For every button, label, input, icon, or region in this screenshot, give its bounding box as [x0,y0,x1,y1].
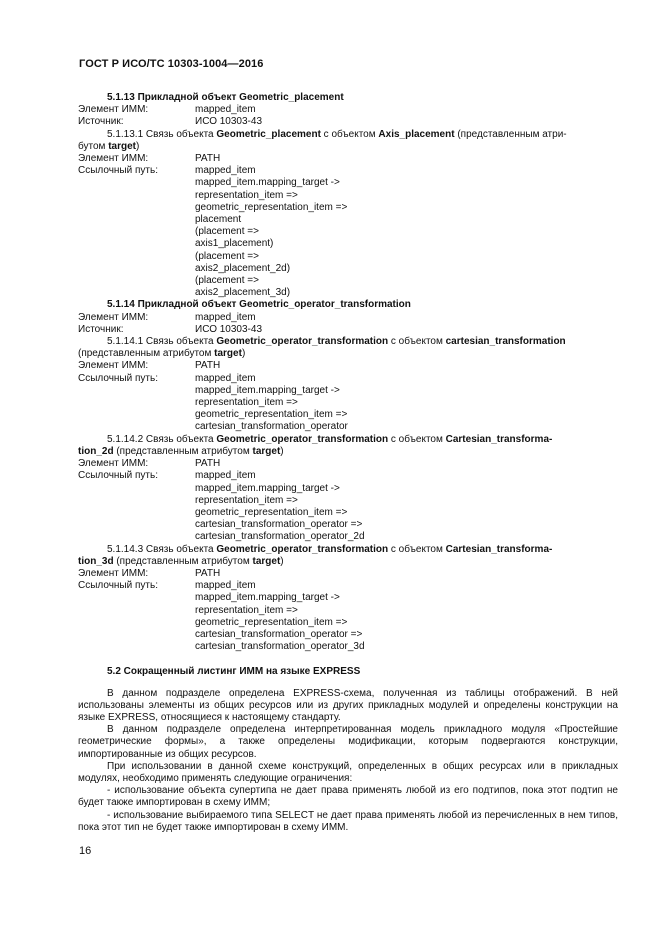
paragraph: В данном подразделе определена EXPRESS-схема, полученная из таблицы отображений. В ней использованы элементы из общих ресурсов или из других прикладных модулей и определены конструкции на языке EXPRESS, относящиеся к настоящему стандарту. [78,687,618,723]
aim-element-row [78,153,618,165]
subsection-5-1-13-1 [78,129,618,153]
section-title-5-1-14: 5.1.14 Прикладной объект Geometric_operator_transformation [107,299,411,311]
path-line: mapped_item [195,470,256,482]
aim-value: PATH [195,567,221,579]
subsection-5-1-14-2 [78,434,618,458]
path-line: representation_item => [195,604,298,616]
aim-value: mapped_item [195,311,256,323]
reference-path-row [78,470,618,482]
path-line: cartesian_transformation_operator [195,421,348,433]
aim-element-row [78,458,618,470]
paragraph-line: 5.1.14.3 Связь объекта Geometric_operator_transformation с объектом Cartesian_transforma- [107,543,553,555]
path-line: geometric_representation_item => [195,616,348,628]
path-line: mapped_item [195,580,256,592]
aim-element-row [78,104,618,116]
aim-label: Элемент ИММ: [78,567,149,579]
document-body [78,92,618,834]
path-line: geometric_representation_item => [195,409,348,421]
paragraph-line: 5.1.14.1 Связь объекта Geometric_operator_transformation с объектом cartesian_transformation [107,336,566,348]
reference-path-row [78,580,618,592]
aim-value: mapped_item [195,104,256,116]
reference-path-label: Ссылочный путь: [78,470,158,482]
source-row [78,116,618,128]
document-header: ГОСТ Р ИСО/ТС 10303-1004—2016 [79,58,264,70]
aim-label: Элемент ИММ: [78,311,149,323]
path-line: representation_item => [195,494,298,506]
source-label: Источник: [78,323,124,335]
aim-element-row [78,568,618,580]
reference-path-label: Ссылочный путь: [78,580,158,592]
path-line: mapped_item.mapping_target -> [195,482,340,494]
path-line: geometric_representation_item => [195,201,348,213]
paragraph-line: 5.1.14.2 Связь объекта Geometric_operator_transformation с объектом Cartesian_transforma- [107,433,553,445]
subsection-5-1-14-3 [78,544,618,568]
source-value: ИСО 10303-43 [195,323,263,335]
reference-path-label: Ссылочный путь: [78,372,158,384]
aim-label: Элемент ИММ: [78,360,149,372]
path-line: geometric_representation_item => [195,506,348,518]
reference-path-label: Ссылочный путь: [78,165,158,177]
aim-value: PATH [195,458,221,470]
path-line: axis2_placement_2d) [195,262,291,274]
path-line: mapped_item [195,372,256,384]
paragraph-line: (представленным атрибутом target) [78,348,246,360]
path-line: placement [195,214,242,226]
reference-path-row [78,373,618,385]
aim-value: PATH [195,153,221,165]
path-line: cartesian_transformation_operator_2d [195,531,365,543]
path-line: (placement => [195,275,259,287]
paragraph-line: 5.1.13.1 Связь объекта Geometric_placement с объектом Axis_placement (представленным атри- [107,128,567,140]
path-line: (placement => [195,250,259,262]
path-line: axis2_placement_3d) [195,287,291,299]
path-line: cartesian_transformation_operator_3d [195,641,365,653]
aim-label: Элемент ИММ: [78,458,149,470]
paragraph-line: бутом target) [78,140,140,152]
paragraph: В данном подразделе определена интерпретированная модель прикладного модуля «Простейшие геометрические формы», а также определены модификации, которым подвергаются конструкции, импортированные из общих ресурсов. [78,724,618,760]
list-item: - использование выбираемого типа SELECT не дает права применять любой из перечисленных в нем типов, пока этот тип не будет также импортирован в схему ИММ. [78,809,618,833]
path-line: representation_item => [195,397,298,409]
paragraph: При использовании в данной схеме конструкций, определенных в общих ресурсах или в прикладных модулях, необходимо применять следующие ограничения: [78,760,618,784]
path-line: (placement => [195,226,259,238]
path-line: mapped_item.mapping_target -> [195,177,340,189]
source-value: ИСО 10303-43 [195,116,263,128]
path-line: mapped_item [195,165,256,177]
aim-element-row [78,360,618,372]
paragraph-line: tion_3d (представленным атрибутом target) [78,555,284,567]
path-line: mapped_item.mapping_target -> [195,592,340,604]
path-line: representation_item => [195,189,298,201]
section-title-5-1-13: 5.1.13 Прикладной объект Geometric_placement [107,92,344,103]
subsection-5-1-14-1 [78,336,618,360]
source-label: Источник: [78,116,124,128]
aim-label: Элемент ИММ: [78,104,149,116]
path-line: cartesian_transformation_operator => [195,628,363,640]
reference-path-row [78,165,618,177]
aim-element-row [78,312,618,324]
path-line: cartesian_transformation_operator => [195,519,363,531]
source-row [78,324,618,336]
paragraph-line: tion_2d (представленным атрибутом target) [78,445,284,457]
section-title-5-2: 5.2 Сокращенный листинг ИММ на языке EXPRESS [107,666,361,678]
aim-value: PATH [195,360,221,372]
path-line: mapped_item.mapping_target -> [195,384,340,396]
page-number: 16 [79,845,92,857]
aim-label: Элемент ИММ: [78,153,149,165]
path-line: axis1_placement) [195,238,274,250]
list-item: - использование объекта супертипа не дает права применять любой из его подтипов, пока этот подтип не будет также импортирован в схему ИММ; [78,785,618,809]
